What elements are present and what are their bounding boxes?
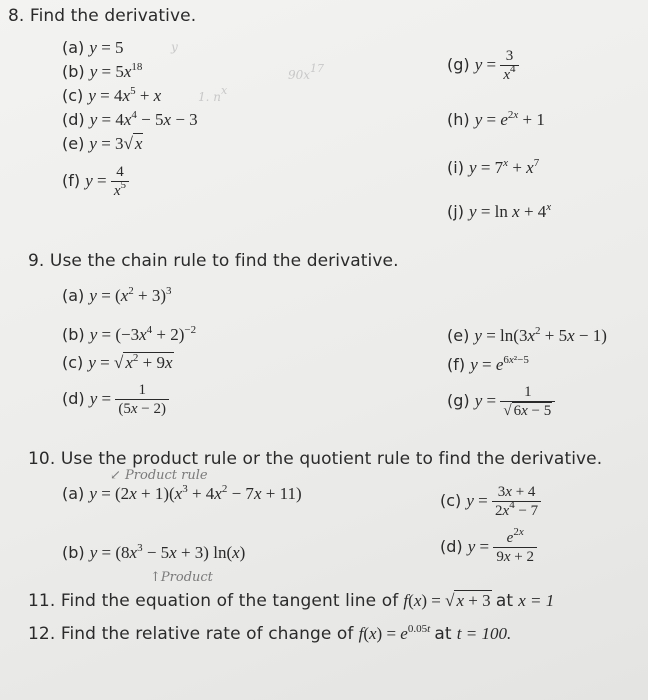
margin-scribble: 1. $n^x$: [198, 84, 228, 104]
problem-8d: (d) $y = 4x^4 - 5x - 3$: [62, 109, 198, 129]
problem-8-title: 8. Find the derivative.: [8, 6, 197, 26]
margin-scribble: y: [171, 40, 178, 54]
problem-10b: (b) $y = (8x^3 - 5x + 3)$ ln(x): [62, 542, 246, 562]
problem-8h: (h) $y = e^{2x} + 1$: [447, 109, 545, 129]
margin-scribble: $90x^{17}$: [288, 62, 325, 82]
arrow-up-icon: ↑: [150, 570, 161, 585]
problem-9d: (d) y = $\frac{1}{(5x - 2)}$: [62, 382, 169, 417]
problem-8e: (e) y = 3√ x: [62, 134, 143, 153]
problem-10c: (c) y = $\frac{3x + 4}{2x^4 - 7}$: [440, 484, 541, 519]
problem-12: 12. Find the relative rate of change of $f(x) = e^{0.05t}$ at t = 100.: [28, 623, 512, 644]
problem-8b: (b) $y = 5x^{18}$: [62, 61, 143, 81]
handwritten-note-product: ↑Product: [150, 570, 213, 585]
problem-9b: (b) $y = (-3x^4 + 2)^{-2}$: [62, 324, 197, 344]
problem-10a: (a) $y = (2x + 1)(x^3 + 4x^2 - 7x + 11)$: [62, 483, 302, 503]
problem-9c: (c) y = √ $x^2 + 9x$: [62, 352, 173, 372]
handwritten-note-product-rule: ↙ Product rule: [110, 468, 208, 483]
problem-8g: (g) y = $\frac{3}{x^4}$: [447, 48, 519, 83]
problem-9e: (e) $y = \ln(3x^2 + 5x - 1)$: [447, 325, 607, 345]
problem-9-title: 9. Use the chain rule to find the derivative.: [28, 251, 399, 271]
problem-8f: (f) y = $\frac{4}{x^5}$: [62, 164, 129, 199]
problem-10-title: 10. Use the product rule or the quotient rule to find the derivative.: [28, 449, 603, 469]
problem-10d: (d) y = $\frac{e^{2x}}{9x + 2}$: [440, 530, 537, 565]
problem-8c: (c) $y = 4x^5 + x$: [62, 85, 162, 105]
problem-11: 11. Find the equation of the tangent line of f(x) = √ x + 3 at x = 1: [28, 591, 555, 611]
problem-9g: (g) y = $\frac{1}{√ 6x - 5}$: [447, 384, 555, 419]
problem-8j: (j) $y = \ln x + 4^x$: [447, 201, 552, 221]
problem-9a: (a) $y = (x^2 + 3)^3$: [62, 285, 172, 305]
problem-9f: (f) $y = e^{6x^2-5}$: [447, 354, 529, 374]
problem-8a: (a) y = 5: [62, 38, 124, 57]
arrow-icon: ↙: [110, 468, 121, 483]
problem-8i: (i) $y = 7^x + x^7$: [447, 157, 540, 177]
